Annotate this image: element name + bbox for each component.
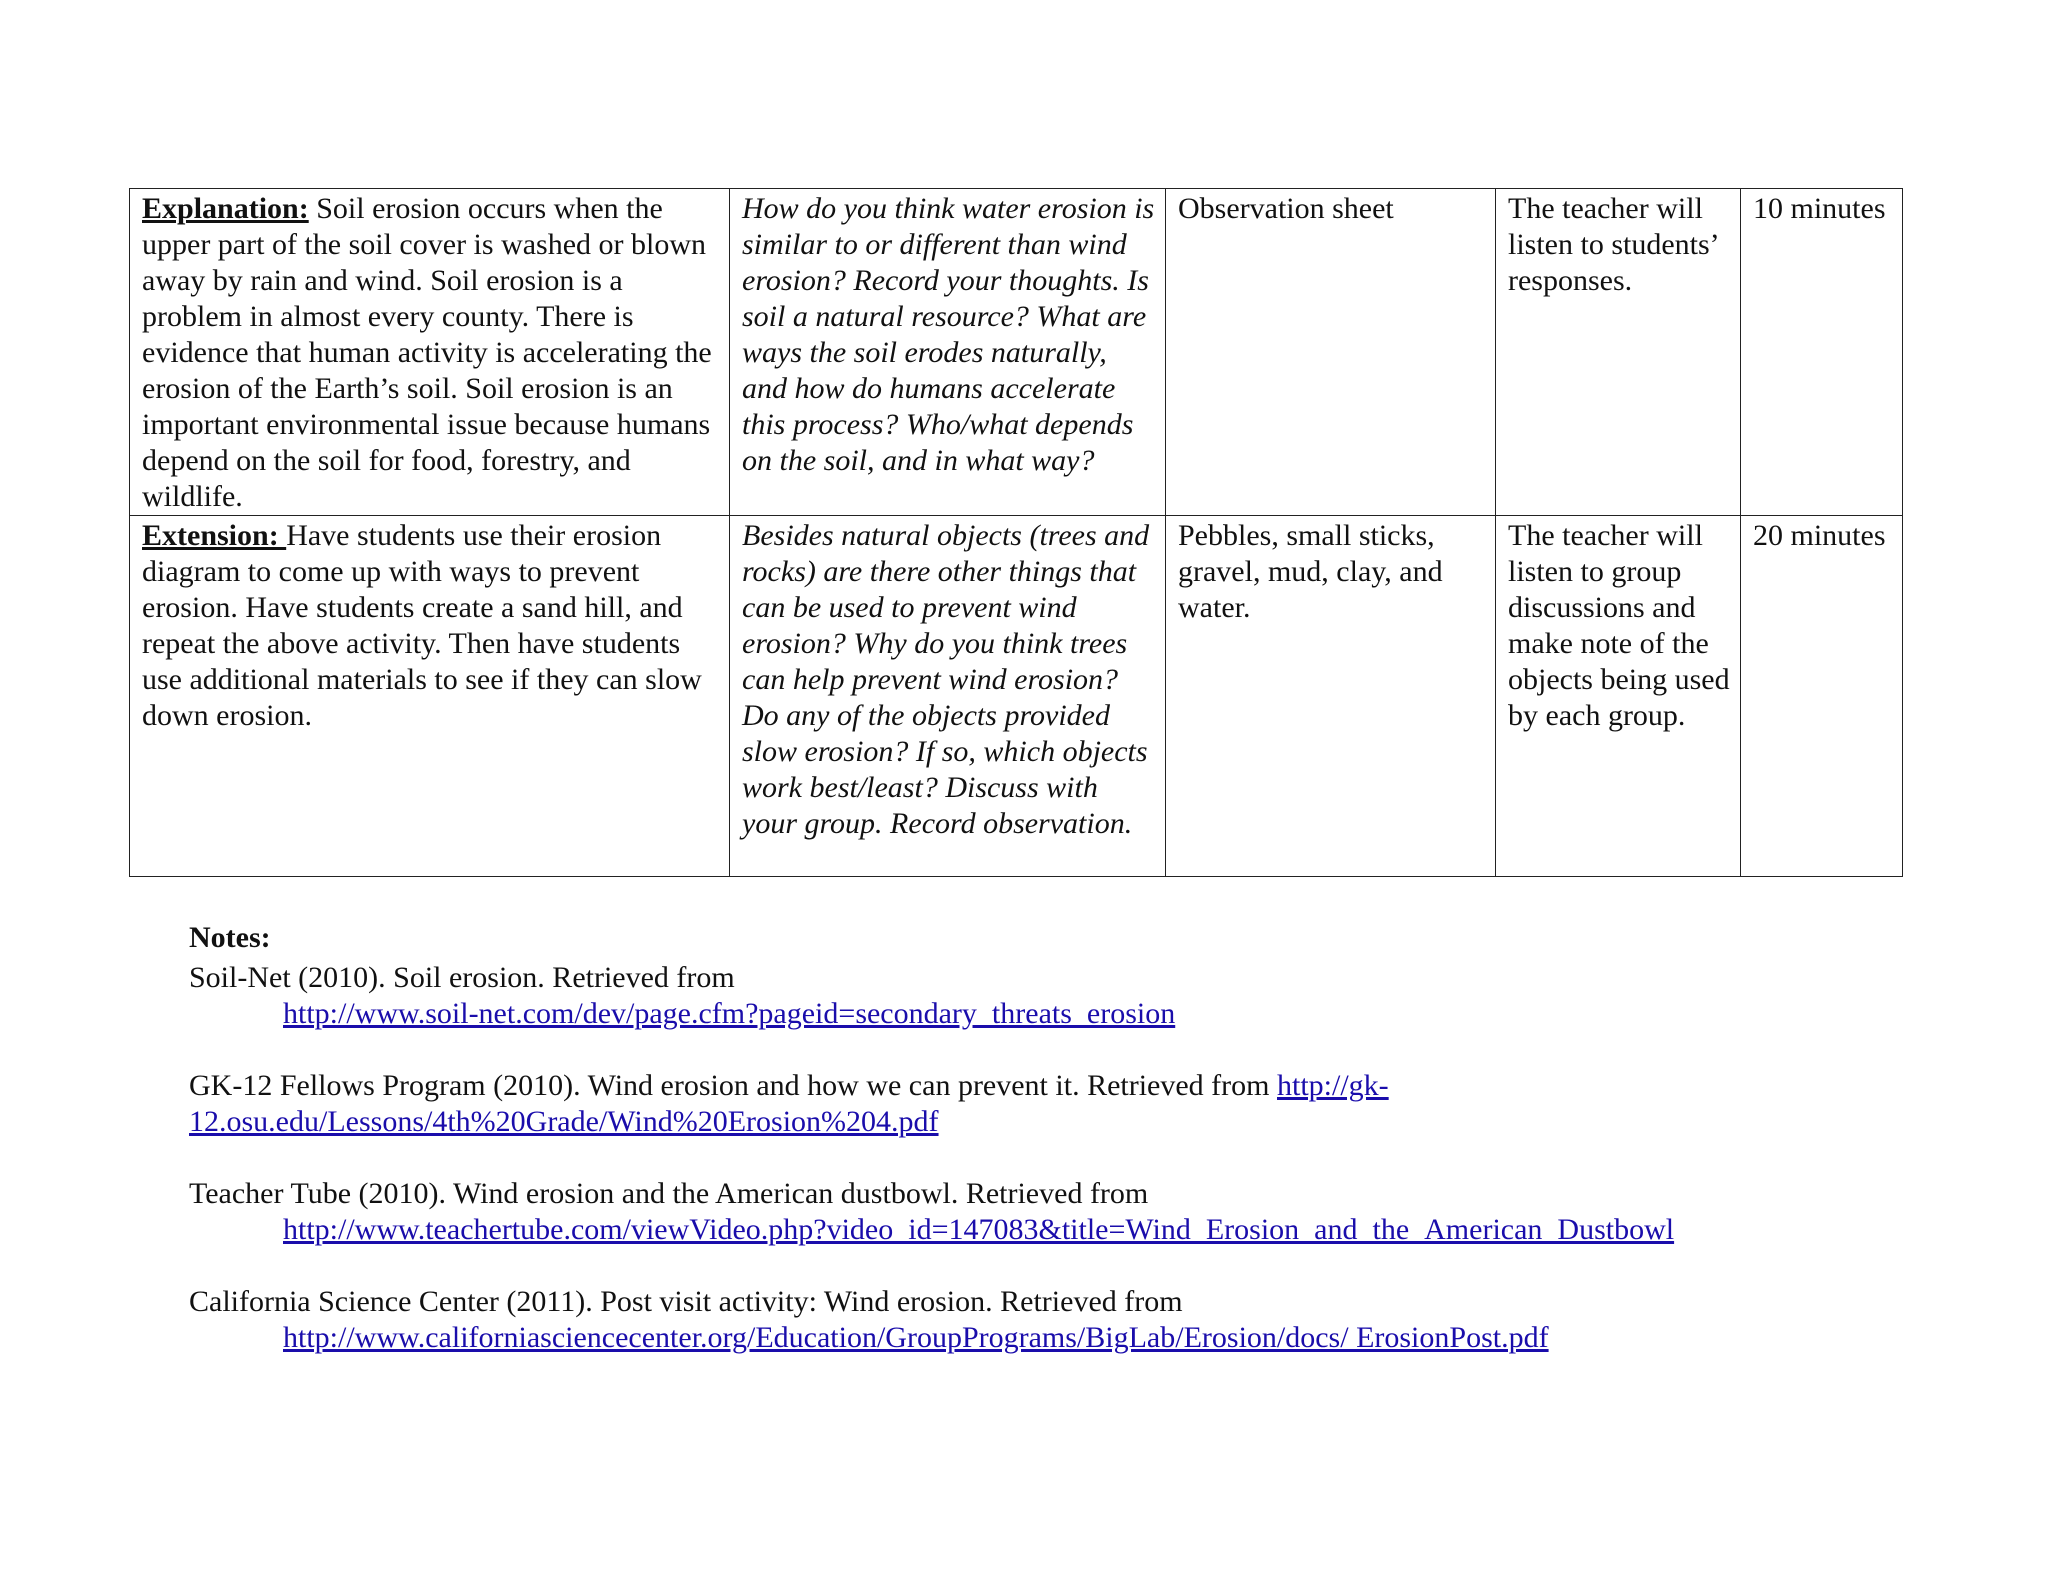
reference-link[interactable]: http://www.californiasciencecenter.org/Education/GroupPrograms/BigLab/Erosion/docs/ ErosionPost.pdf (283, 1321, 1549, 1354)
reference-text: Soil-Net (2010). Soil erosion. Retrieved from (189, 961, 735, 994)
table-row (130, 189, 1903, 516)
reference-item (189, 1284, 1889, 1356)
activity-heading: Extension: (142, 519, 287, 552)
reference-text: GK-12 Fellows Program (2010). Wind erosion and how we can prevent it. Retrieved from (189, 1069, 1277, 1102)
notes-title: Notes: (189, 921, 271, 954)
materials-cell: Pebbles, small sticks, gravel, mud, clay, and water. (1166, 516, 1496, 877)
reference-link[interactable]: http://www.soil-net.com/dev/page.cfm?pageid=secondary_threats_erosion (283, 997, 1176, 1030)
reference-link[interactable]: http://gk- (1277, 1069, 1389, 1102)
activity-text: Soil erosion occurs when the upper part of the soil cover is washed or blown away by rain and wind. Soil erosion is a problem in almost every county. There is evidence that human activity is accelerating the erosion of the Earth’s soil. Soil erosion is an important environmental issue because humans depend on the soil for food, forestry, and wildlife. (142, 192, 712, 513)
time-cell: 10 minutes (1741, 189, 1903, 516)
assessment-cell: The teacher will listen to group discussions and make note of the objects being used by each group. (1496, 516, 1741, 877)
activity-heading: Explanation: (142, 192, 309, 225)
lesson-plan-table (129, 188, 1903, 877)
questions-cell: How do you think water erosion is similar to or different than wind erosion? Record your thoughts. Is soil a natural resource? What are ways the soil erodes naturally, and how do humans accelerate this process? Who/what depends on the soil, and in what way? (730, 189, 1166, 516)
reference-item (189, 1176, 1889, 1248)
reference-item (189, 1068, 1889, 1140)
reference-item (189, 960, 1889, 1032)
activity-cell (130, 189, 730, 516)
reference-text: California Science Center (2011). Post visit activity: Wind erosion. Retrieved from (189, 1285, 1183, 1318)
activity-cell (130, 516, 730, 877)
activity-text: Have students use their erosion diagram to come up with ways to prevent erosion. Have students create a sand hill, and repeat the above activity. Then have students use additional materials to see if they can slow down erosion. (142, 519, 702, 732)
questions-cell: Besides natural objects (trees and rocks) are there other things that can be used to prevent wind erosion? Why do you think trees can help prevent wind erosion? Do any of the objects provided slow erosion? If so, which objects work best/least? Discuss with your group. Record observation. (730, 516, 1166, 877)
reference-text: Teacher Tube (2010). Wind erosion and the American dustbowl. Retrieved from (189, 1177, 1149, 1210)
notes-section (189, 920, 1889, 1392)
reference-link-continued[interactable]: 12.osu.edu/Lessons/4th%20Grade/Wind%20Erosion%204.pdf (189, 1105, 939, 1138)
reference-link[interactable]: http://www.teachertube.com/viewVideo.php?video_id=147083&title=Wind_Erosion_and_the_American_Dustbowl (283, 1213, 1675, 1246)
time-cell: 20 minutes (1741, 516, 1903, 877)
table-row (130, 516, 1903, 877)
materials-cell: Observation sheet (1166, 189, 1496, 516)
assessment-cell: The teacher will listen to students’ responses. (1496, 189, 1741, 516)
